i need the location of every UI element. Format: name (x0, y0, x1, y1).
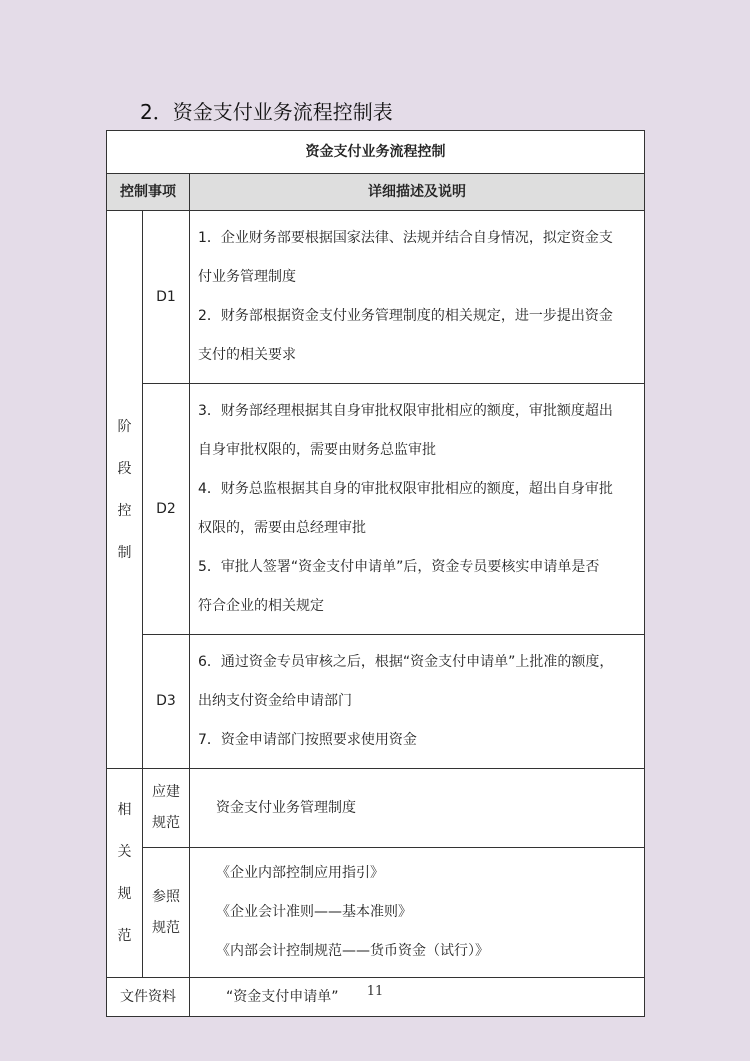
stage-label-char: 制 (117, 544, 132, 561)
stage-label-char: 控 (117, 502, 132, 519)
norm-item: 《内部会计控制规范——货币资金（试行）》 (216, 943, 489, 959)
table-title: 资金支付业务流程控制 (107, 131, 645, 174)
stage-code-d2: D2 (143, 384, 190, 635)
files-value: “资金支付申请单” (190, 978, 645, 1017)
description-line: 7．资金申请部门按照要求使用资金 (198, 732, 417, 748)
reference-label (143, 848, 190, 978)
norms-label-char: 规 (117, 886, 132, 902)
stage-code-d3: D3 (143, 635, 190, 769)
description-line: 出纳支付资金给申请部门 (198, 693, 352, 709)
should-build-label-line: 规范 (152, 815, 180, 831)
stage-label-char: 段 (117, 460, 132, 477)
stage-description-d2 (190, 384, 645, 635)
page-number: 11 (366, 984, 384, 999)
norms-label-char: 关 (117, 844, 132, 860)
norm-item: 资金支付业务管理制度 (216, 799, 356, 816)
stage-description-d3 (190, 635, 645, 769)
stage-row-d1 (107, 211, 645, 384)
should-build-content (190, 769, 645, 848)
description-line: 4．财务总监根据其自身的审批权限审批相应的额度，超出自身审批 (198, 481, 613, 497)
stage-label-char: 阶 (117, 418, 132, 435)
description-line: 权限的，需要由总经理审批 (198, 520, 366, 536)
reference-content (190, 848, 645, 978)
description-line: 自身审批权限的，需要由财务总监审批 (198, 442, 436, 458)
stage-row-d2 (107, 384, 645, 635)
norms-row-should-build (107, 769, 645, 848)
reference-label-line: 规范 (152, 919, 180, 936)
description-line: 5．审批人签署“资金支付申请单”后，资金专员要核实申请单是否 (198, 559, 600, 575)
stage-control-label (107, 211, 143, 769)
control-table (106, 130, 645, 1017)
table-title-row (107, 131, 645, 174)
description-line: 支付的相关要求 (198, 347, 296, 363)
header-description: 详细描述及说明 (190, 174, 645, 211)
related-norms-label (107, 769, 143, 978)
stage-code-d1: D1 (143, 211, 190, 384)
should-build-label-line: 应建 (152, 784, 180, 800)
norms-label-char: 范 (117, 928, 132, 944)
description-line: 6．通过资金专员审核之后，根据“资金支付申请单”上批准的额度， (198, 654, 614, 670)
files-label: 文件资料 (107, 978, 190, 1017)
stage-description-d1 (190, 211, 645, 384)
should-build-label (143, 769, 190, 848)
table-header-row (107, 174, 645, 211)
norms-label-char: 相 (117, 802, 132, 818)
description-line: 2．财务部根据资金支付业务管理制度的相关规定，进一步提出资金 (198, 308, 613, 324)
description-line: 3．财务部经理根据其自身审批权限审批相应的额度，审批额度超出 (198, 403, 613, 419)
description-line: 付业务管理制度 (198, 269, 296, 285)
norm-item: 《企业会计准则——基本准则》 (216, 904, 412, 920)
section-title: 2．资金支付业务流程控制表 (140, 100, 393, 124)
reference-label-line: 参照 (152, 888, 180, 905)
description-line: 1．企业财务部要根据国家法律、法规并结合自身情况，拟定资金支 (198, 230, 613, 246)
norms-row-reference (107, 848, 645, 978)
header-control-items: 控制事项 (107, 174, 190, 211)
stage-row-d3 (107, 635, 645, 769)
description-line: 符合企业的相关规定 (198, 598, 324, 614)
norm-item: 《企业内部控制应用指引》 (216, 865, 384, 881)
